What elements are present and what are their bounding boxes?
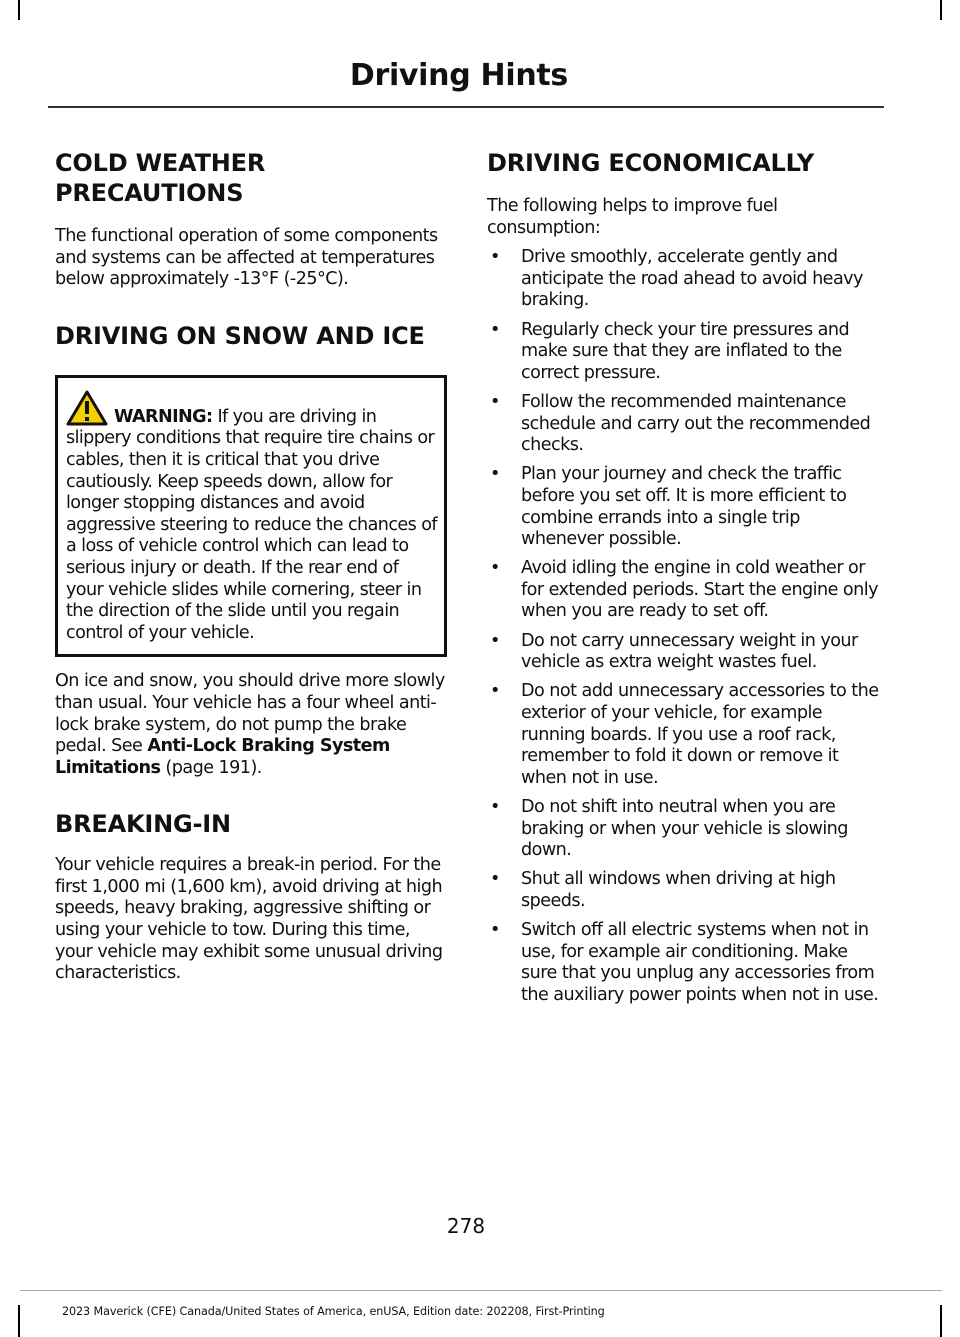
list-item	[487, 681, 882, 789]
tip-text: Drive smoothly, accelerate gently and anticipate the road ahead to avoid heavy braking.	[521, 247, 863, 311]
bullet: •	[490, 464, 500, 485]
breaking-in-body: Your vehicle requires a break-in period. For the first 1,000 mi (1,600 km), avoid driving at high speeds, heavy braking, aggressive shifting or using your vehicle to tow. During this time, your vehicle may exhibit some unusual driving characteristics.	[55, 855, 443, 984]
cold-weather-heading-line1: COLD WEATHER	[55, 149, 266, 177]
crop-mark-top-left	[18, 0, 20, 20]
bullet: •	[490, 247, 500, 268]
list-item	[487, 392, 882, 457]
bullet: •	[490, 319, 500, 340]
anti-lock-braking-link[interactable]: Anti-Lock Braking System Limitations	[55, 736, 390, 778]
crop-mark-bottom-right	[940, 1305, 942, 1337]
list-item	[487, 631, 882, 674]
bullet: •	[490, 630, 500, 651]
tip-text: Plan your journey and check the traffic before you set off. It is more efficient to combine errands into a single trip whenever possible.	[521, 464, 847, 550]
bullet: •	[490, 681, 500, 702]
warning-text: If you are driving in slippery conditions that require tire chains or cables, then it is critical that you drive cautiously. Keep speeds down, allow for longer stopping distances and avoid aggressive steering to reduce the chances of a loss of vehicle control which can lead to serious injury or death. If the rear end of your vehicle slides while cornering, steer in the direction of the slide until you regain control of your vehicle.	[66, 406, 437, 643]
footer-divider	[20, 1290, 942, 1291]
tip-text: Do not carry unnecessary weight in your vehicle as extra weight wastes fuel.	[521, 630, 858, 673]
cold-weather-body: The functional operation of some components and systems can be affected at temperatures below approximately -13°F (-25°C).	[55, 226, 438, 290]
snow-ice-page-ref: (page 191).	[160, 757, 262, 778]
breaking-in-heading: BREAKING-IN	[55, 810, 231, 839]
page-header-title: Driving Hints	[349, 58, 568, 93]
page-number: 278	[446, 1214, 486, 1238]
tip-text: Shut all windows when driving at high speeds.	[521, 869, 836, 911]
tip-text: Switch off all electric systems when not in use, for example air conditioning. Make sure that you unplug any accessories from the auxiliary power points when not in use.	[521, 920, 879, 1005]
bullet: •	[490, 558, 500, 579]
warning-box	[55, 375, 447, 658]
tip-text: Do not add unnecessary accessories to the exterior of your vehicle, for example running boards. If you use a roof rack, remember to fold it down or remove it when not in use.	[521, 681, 879, 788]
economy-tips-list	[487, 247, 882, 1006]
list-item	[487, 464, 882, 550]
cold-weather-heading-line2: PRECAUTIONS	[55, 179, 244, 207]
tip-text: Do not shift into neutral when you are braking or when your vehicle is slowing down.	[521, 797, 848, 861]
warning-triangle-icon	[66, 390, 108, 426]
snow-ice-body	[55, 671, 447, 779]
list-item	[487, 320, 882, 385]
tip-text: Follow the recommended maintenance schedule and carry out the recommended checks.	[521, 391, 871, 456]
cold-weather-heading	[55, 148, 447, 208]
bullet: •	[490, 391, 500, 412]
list-item	[487, 869, 882, 912]
right-column	[487, 148, 882, 1014]
tip-text: Avoid idling the engine in cold weather or for extended periods. Start the engine only when you are ready to set off.	[521, 558, 878, 622]
left-column	[55, 148, 447, 985]
driving-economically-heading: DRIVING ECONOMICALLY	[487, 149, 815, 177]
list-item	[487, 797, 882, 862]
list-item	[487, 920, 882, 1006]
tip-text: Regularly check your tire pressures and make sure that they are inflated to the correct pressure.	[521, 319, 850, 383]
list-item	[487, 558, 882, 623]
list-item	[487, 247, 882, 312]
crop-mark-bottom-left	[18, 1305, 20, 1337]
bullet: •	[490, 797, 500, 817]
bullet: •	[490, 869, 500, 890]
economy-intro: The following helps to improve fuel consumption:	[487, 196, 778, 238]
snow-ice-heading: DRIVING ON SNOW AND ICE	[55, 321, 425, 350]
snow-ice-body-text: On ice and snow, you should drive more slowly than usual. Your vehicle has a four wheel anti-lock brake system, do not pump the brake pedal. See	[55, 671, 445, 757]
edition-footer: 2023 Maverick (CFE) Canada/United States of America, enUSA, Edition date: 202208, First-Printing	[62, 1305, 605, 1318]
bullet: •	[490, 920, 500, 941]
warning-label: WARNING:	[114, 406, 213, 427]
crop-mark-top-right	[940, 0, 942, 20]
header-divider	[48, 106, 884, 108]
